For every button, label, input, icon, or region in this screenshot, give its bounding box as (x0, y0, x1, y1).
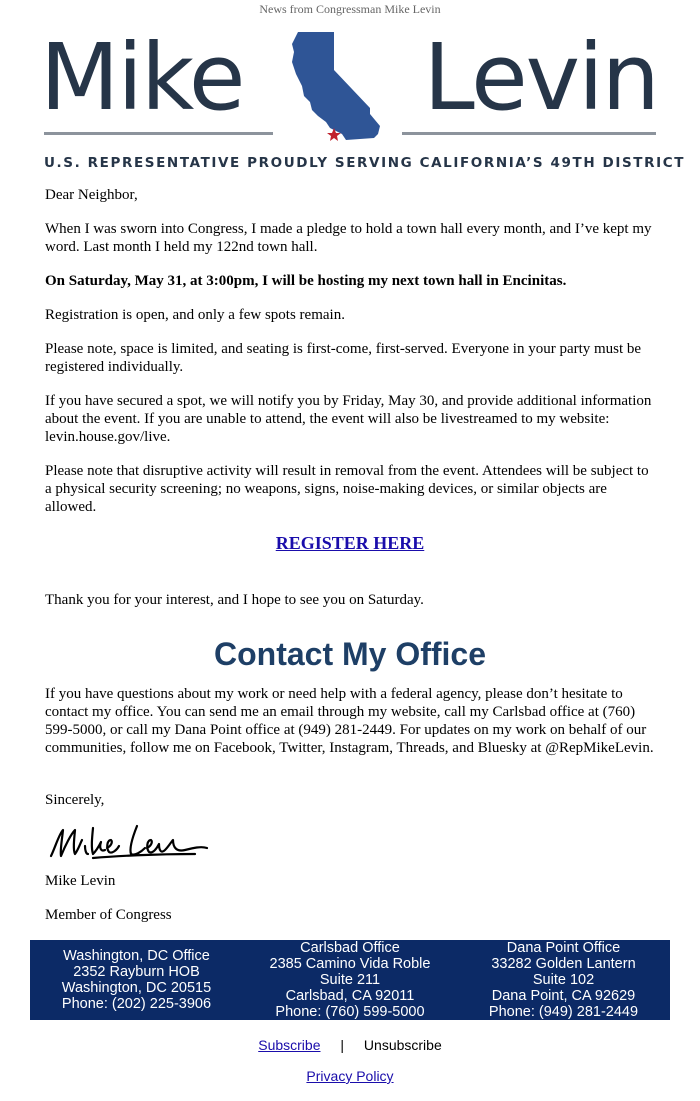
letterhead (40, 24, 686, 178)
office-suite: Suite 102 (532, 972, 595, 988)
logo-rule-right (402, 132, 656, 135)
office-name: Dana Point Office (506, 940, 621, 956)
signer-title: Member of Congress (45, 907, 172, 923)
office-address: 2385 Camino Vida Roble (269, 956, 431, 972)
closing: Sincerely, (45, 792, 105, 808)
paragraph-event-announcement: On Saturday, May 31, at 3:00pm, I will be hosting my next town hall in Encinitas. (45, 273, 567, 289)
paragraph-seating: Please note, space is limited, and seating is first-come, first-served. Everyone in your party must be registered individually. (45, 341, 642, 375)
subscription-links (0, 1037, 700, 1053)
office-phone: Phone: (949) 281-2449 (488, 1004, 639, 1020)
unsubscribe-link[interactable]: Unsubscribe (363, 1037, 442, 1053)
privacy-policy-link[interactable]: Privacy Policy (306, 1068, 394, 1084)
office-name: Carlsbad Office (300, 940, 400, 956)
logo-last-name: Levin (423, 24, 658, 131)
office-washington (30, 948, 243, 1012)
signer-name: Mike Levin (45, 873, 116, 889)
office-phone: Phone: (760) 599-5000 (275, 1004, 425, 1020)
register-link-container (0, 533, 700, 554)
logo-rule-left (44, 132, 273, 135)
office-name: Washington, DC Office (63, 948, 210, 964)
contact-heading: Contact My Office (213, 636, 487, 672)
preheader-text: News from Congressman Mike Levin (259, 2, 441, 16)
office-city: Washington, DC 20515 (61, 980, 212, 996)
paragraph-registration: Registration is open, and only a few spots remain. (45, 307, 345, 323)
office-dana-point (457, 940, 670, 1020)
office-footer (30, 940, 670, 1020)
privacy-container (0, 1068, 700, 1084)
register-here-link[interactable]: REGISTER HERE (275, 533, 425, 553)
office-city: Carlsbad, CA 92011 (285, 988, 415, 1004)
california-shape (292, 32, 380, 140)
paragraph-pledge: When I was sworn into Congress, I made a pledge to hold a town hall every month, and I’ve kept my word. Last month I held my 122nd town hall. (45, 221, 652, 255)
office-address: 33282 Golden Lantern (491, 956, 636, 972)
office-suite: Suite 211 (319, 972, 381, 988)
office-carlsbad (243, 940, 457, 1020)
tagline: U.S. REPRESENTATIVE PROUDLY SERVING CALIFORNIA’S 49TH DISTRICT (44, 155, 686, 171)
link-separator: | (340, 1037, 345, 1053)
paragraph-notification: If you have secured a spot, we will notify you by Friday, May 30, and provide additional information about the event. If you are unable to attend, the event will also be livestreamed to my website: levin.house.gov/live. (45, 393, 652, 445)
signature-image (45, 820, 210, 868)
california-map-icon (290, 30, 386, 144)
office-city: Dana Point, CA 92629 (491, 988, 636, 1004)
paragraph-contact: If you have questions about my work or need help with a federal agency, please don’t hesitate to contact my office. You can send me an email through my website, call my Carlsbad office at (760) 599-5000, or call my Dana Point office at (949) 281-2449. For updates on my work on behalf of our communities, follow me on Facebook, Twitter, Instagram, Threads, and Bluesky at @RepMikeLevin. (45, 686, 654, 756)
paragraph-security: Please note that disruptive activity will result in removal from the event. Attendees will be subject to a physical security screening; no weapons, signs, noise-making devices, or similar objects are allowed. (45, 463, 649, 515)
subscribe-link[interactable]: Subscribe (258, 1037, 321, 1053)
paragraph-thanks: Thank you for your interest, and I hope to see you on Saturday. (45, 592, 424, 608)
logo-first-name: Mike (40, 24, 244, 131)
greeting: Dear Neighbor, (45, 187, 138, 203)
office-address: 2352 Rayburn HOB (73, 964, 200, 980)
office-phone: Phone: (202) 225-3906 (61, 996, 212, 1012)
